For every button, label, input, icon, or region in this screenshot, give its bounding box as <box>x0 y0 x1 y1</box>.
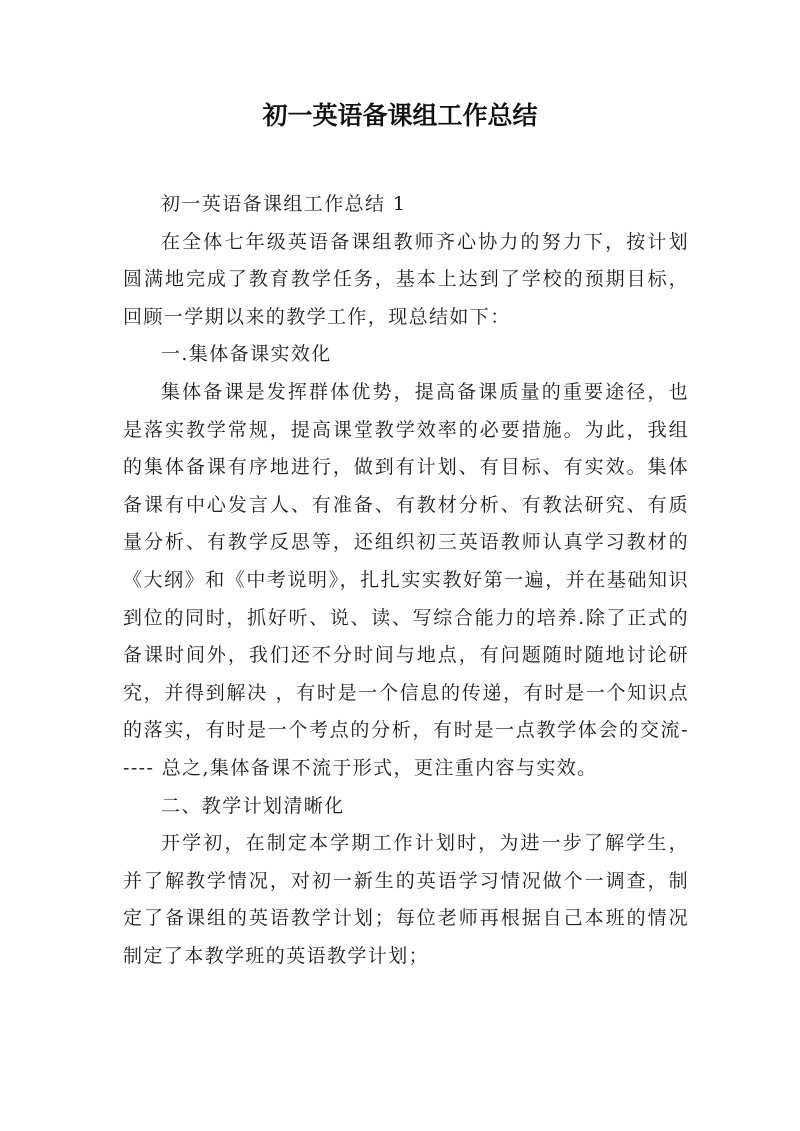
document-subtitle: 初一英语备课组工作总结 1 <box>161 193 407 215</box>
section-1-paragraph: 集体备课是发挥群体优势，提高备课质量的重要途径，也是落实教学常规，提高课堂教学效率的必要措施。为此，我组的集体备课有序地进行，做到有计划、有目标、有实效。集体备课有中心发言人、有准备、有教材分析、有教法研究、有质量分析、有教学反思等，还组织初三英语教师认真学习教材的《大纲》和《中考说明》，扎扎实实教好第一遍，并在基础知识到位的同时，抓好听、说、读、写综合能力的培养.除了正式的备课时间外，我们还不分时间与地点，有问题随时随地讨论研究，并得到解决 ，有时是一个信息的传递，有时是一个知识点的落实，有时是一个考点的分析，有时是一点教学体会的交流----- 总之,集体备课不流于形式，更注重内容与实效。 <box>123 380 689 779</box>
section-2-paragraph: 开学初，在制定本学期工作计划时，为进一步了解学生，并了解教学情况，对初一新生的英语学习情况做个一调查，制定了备课组的英语教学计划；每位老师再根据自己本班的情况制定了本教学班的英语教学计划； <box>123 832 689 967</box>
section-2-heading: 二、教学计划清晰化 <box>161 794 345 817</box>
intro-paragraph: 在全体七年级英语备课组教师齐心协力的努力下，按计划圆满地完成了教育教学任务，基本上达到了学校的预期目标，回顾一学期以来的教学工作，现总结如下： <box>123 230 689 328</box>
section-1-heading: 一.集体备课实效化 <box>161 343 332 366</box>
document-title: 初一英语备课组工作总结 <box>262 101 538 130</box>
document-body <box>123 186 689 975</box>
